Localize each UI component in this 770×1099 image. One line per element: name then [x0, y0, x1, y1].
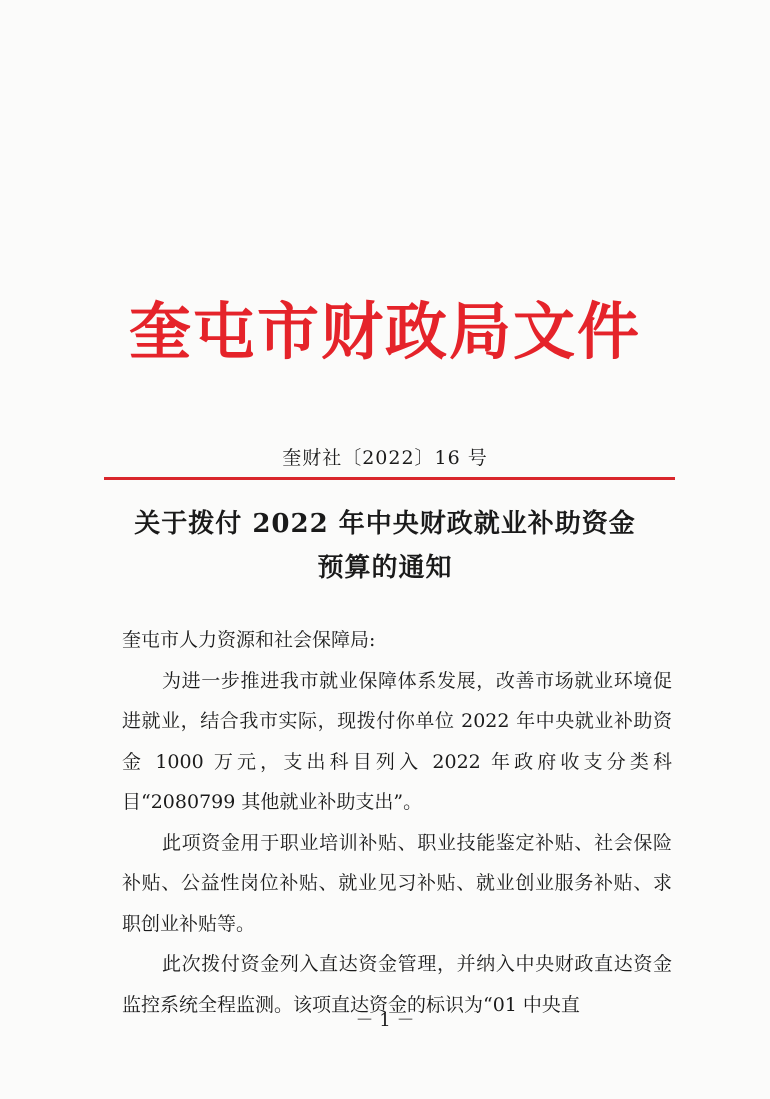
body-paragraph-3: 此次拨付资金列入直达资金管理，并纳入中央财政直达资金监控系统全程监测。该项直达资金的标识为“01 中央直	[122, 953, 672, 1016]
addressee: 奎屯市人力资源和社会保障局:	[122, 629, 376, 651]
issuing-office-title: 奎屯市财政局文件	[128, 295, 641, 368]
body-paragraph-2: 此项资金用于职业培训补贴、职业技能鉴定补贴、社会保险补贴、公益性岗位补贴、就业见习补贴、就业创业服务补贴、求职创业补贴等。	[122, 831, 672, 935]
red-divider-line	[104, 477, 675, 480]
notice-title-line-1: 关于拨付 2022 年中央财政就业补助资金	[134, 509, 636, 539]
document-number: 奎财社〔2022〕16 号	[282, 447, 488, 469]
notice-title	[0, 502, 770, 590]
body-paragraph-1: 为进一步推进我市就业保障体系发展，改善市场就业环境促进就业，结合我市实际，现拨付你单位 2022 年中央就业补助资金 1000 万元，支出科目列入 2022 年政府收支分类科目“2080799 其他就业补助支出”。	[122, 669, 672, 813]
notice-title-line-2: 预算的通知	[317, 553, 453, 583]
notice-body	[122, 620, 672, 1025]
page-number: － 1 －	[355, 1010, 415, 1031]
